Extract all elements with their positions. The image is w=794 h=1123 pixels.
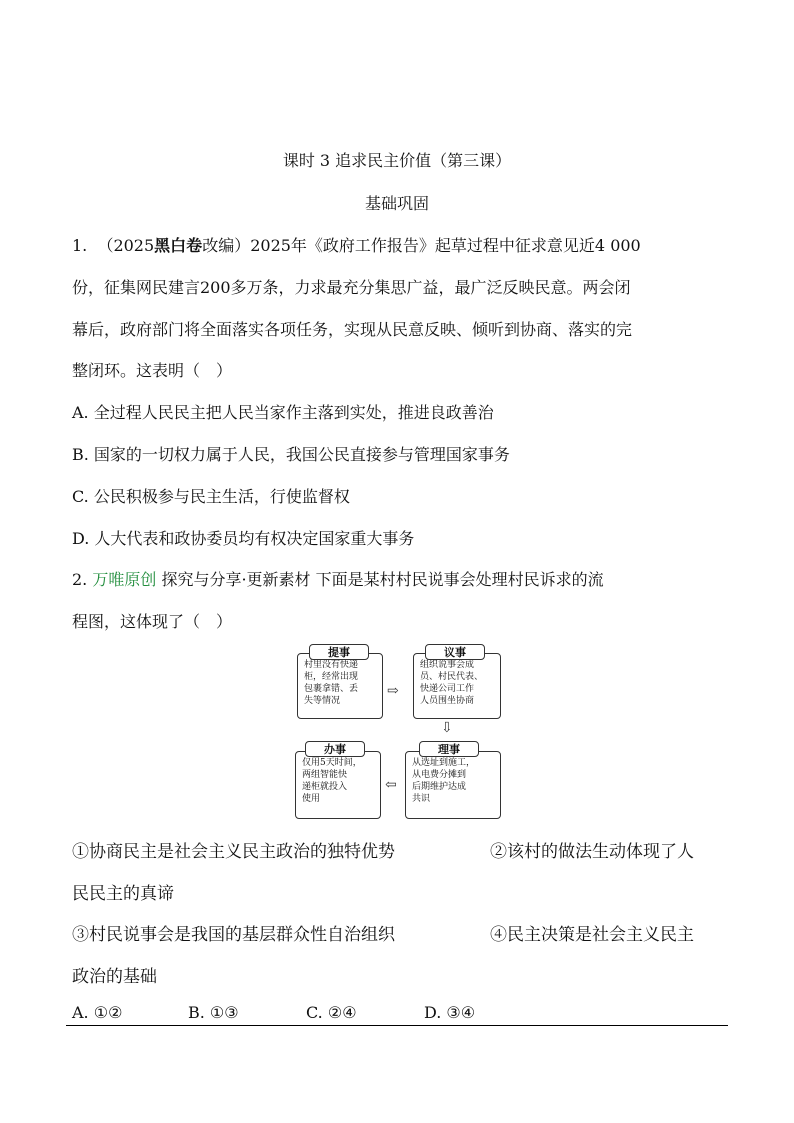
- q1-stem-4: 整闭环。这表明（ ）: [72, 361, 233, 380]
- q2-answer-d[interactable]: D. ③④: [424, 1003, 476, 1022]
- q1-line1: [72, 233, 641, 256]
- flow-step-discuss-line: 快递公司工作: [420, 684, 475, 694]
- arrow-down-icon: ⇩: [441, 720, 453, 736]
- q2-answer-c[interactable]: C. ②④: [306, 1003, 357, 1022]
- q2-stem-1: 探究与分享·更新素材 下面是某村村民说事会处理村民诉求的流: [156, 570, 604, 589]
- q1-source-bold: 黑白卷: [154, 236, 203, 255]
- arrow-right-icon: ⇨: [387, 683, 399, 699]
- q1-stem-1: 2025年《政府工作报告》起草过程中征求意见近4 000: [250, 236, 641, 255]
- q1-option-b[interactable]: B. 国家的一切权力属于人民，我国公民直接参与管理国家事务: [72, 445, 510, 464]
- statement-2-cont: 民民主的真谛: [72, 884, 174, 904]
- flow-step-discuss-line: 员、村民代表、: [420, 672, 484, 682]
- q1-option-c[interactable]: C. 公民积极参与民主生活，行使监督权: [72, 487, 350, 506]
- flow-step-discuss-line: 组织说事会成: [420, 660, 475, 670]
- statement-4: ④民主决策是社会主义民主: [490, 925, 694, 945]
- flow-step-discuss: [413, 653, 501, 719]
- flow-step-propose: [297, 653, 383, 719]
- flow-step-handle-line: 共识: [412, 794, 431, 804]
- flow-step-handle: [405, 751, 501, 819]
- flow-step-propose-line: 失等情况: [304, 696, 341, 706]
- q1-number: 1.: [72, 236, 88, 255]
- flow-step-propose-line: 村里没有快递: [304, 660, 359, 670]
- flow-step-handle-title: 理事: [419, 741, 479, 757]
- flow-step-propose-line: 包裹拿错、丢: [304, 684, 359, 694]
- bottom-rule: [66, 1025, 728, 1026]
- flow-step-discuss-title: 议事: [425, 644, 485, 660]
- q1-source-open: （2025: [97, 236, 155, 255]
- q2-answer-b[interactable]: B. ①③: [188, 1003, 239, 1022]
- statement-3: ③村民说事会是我国的基层群众性自治组织: [72, 925, 395, 945]
- flow-step-execute-line: 使用: [302, 794, 321, 804]
- flow-step-execute-line: 两组智能快: [302, 770, 348, 780]
- statement-4-cont: 政治的基础: [72, 967, 157, 987]
- q1-option-d[interactable]: D. 人大代表和政协委员均有权决定国家重大事务: [72, 529, 415, 548]
- section-heading: 基础巩固: [364, 194, 429, 213]
- flow-step-execute-line: 递柜就投入: [302, 782, 348, 792]
- q1-source-close: 改编）: [202, 236, 251, 255]
- flow-step-propose-title: 提事: [309, 644, 369, 660]
- q2-answer-a[interactable]: A. ①②: [72, 1003, 123, 1022]
- q2-number: 2.: [72, 570, 88, 589]
- q1-option-a[interactable]: A. 全过程人民民主把人民当家作主落到实处，推进良政善治: [72, 403, 494, 422]
- flow-step-handle-line: 后期维护达成: [412, 782, 467, 792]
- flow-step-handle-line: 从选址到施工，: [412, 758, 476, 768]
- q2-tag: 万唯原创: [92, 570, 157, 589]
- q2-stem-2: 程图，这体现了（ ）: [72, 612, 233, 631]
- statement-2: ②该村的做法生动体现了人: [490, 842, 694, 862]
- statement-1: ①协商民主是社会主义民主政治的独特优势: [72, 842, 395, 862]
- flow-step-execute: [295, 751, 381, 819]
- flow-chart: [291, 643, 503, 819]
- q1-stem-2: 份，征集网民建言200多万条，力求最充分集思广益，最广泛反映民意。两会闭: [72, 278, 631, 297]
- arrow-left-icon: ⇦: [385, 777, 397, 793]
- q2-answers: [72, 1003, 475, 1022]
- page-title: 课时 3 追求民主价值（第三课）: [282, 151, 512, 170]
- flow-step-propose-line: 柜，经常出现: [304, 672, 359, 682]
- flow-step-discuss-line: 人员围坐协商: [420, 696, 475, 706]
- q2-line1: [72, 567, 604, 590]
- flow-step-handle-line: 从电费分摊到: [412, 770, 467, 780]
- flow-step-execute-line: 仅用5天时间，: [302, 758, 362, 768]
- q1-stem-3: 幕后，政府部门将全面落实各项任务，实现从民意反映、倾听到协商、落实的完: [72, 320, 633, 339]
- flow-step-execute-title: 办事: [305, 741, 365, 757]
